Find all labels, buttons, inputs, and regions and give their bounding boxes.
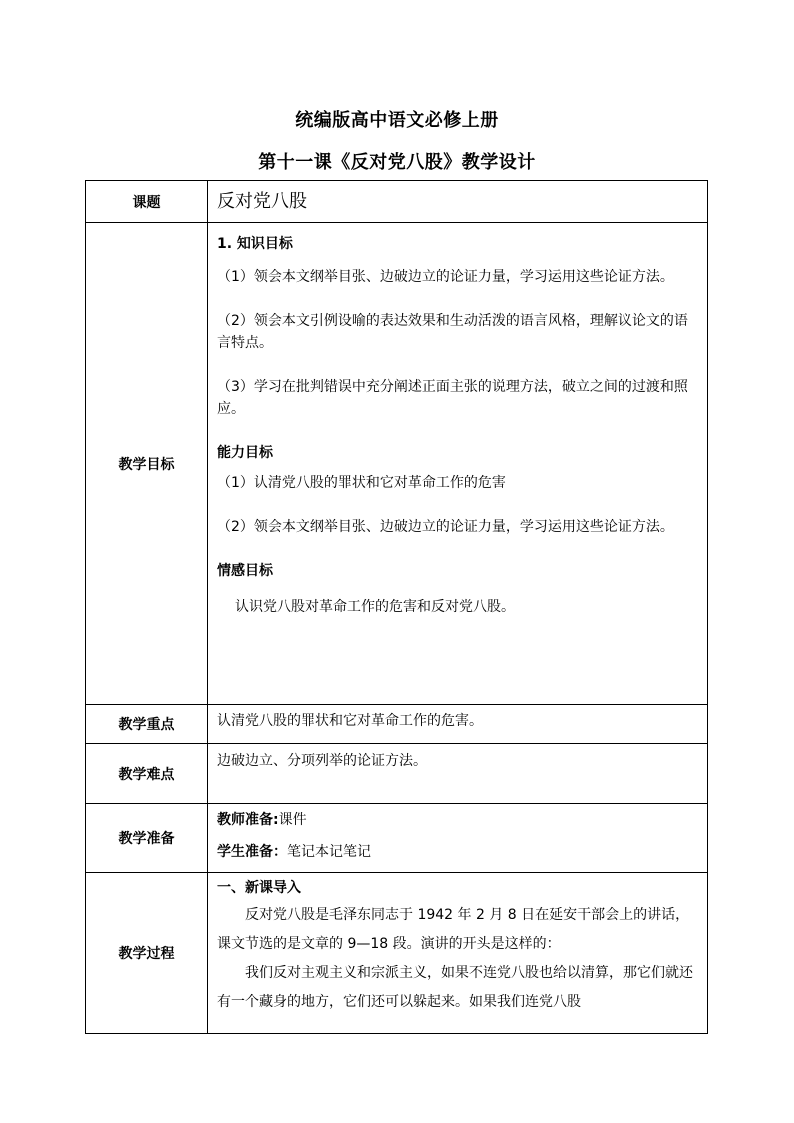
process-row — [86, 873, 708, 1034]
lesson-plan-table — [85, 180, 708, 1034]
key-point-value: 认清党八股的罪状和它对革命工作的危害。 — [208, 705, 708, 744]
topic-label: 课题 — [86, 181, 208, 223]
knowledge-heading: 1. 知识目标 — [217, 236, 293, 252]
topic-row — [86, 181, 708, 223]
goals-label: 教学目标 — [86, 223, 208, 705]
ability-item-2: （2）领会本文纲举目张、边破边立的论证力量，学习运用这些论证方法。 — [217, 519, 674, 535]
topic-value: 反对党八股 — [208, 181, 708, 223]
teacher-prep — [217, 809, 699, 831]
ability-heading: 能力目标 — [217, 445, 273, 461]
emotion-item-1: 认识党八股对革命工作的危害和反对党八股。 — [235, 599, 515, 615]
document-subtitle: 第十一课《反对党八股》教学设计 — [258, 152, 536, 173]
student-prep — [217, 841, 699, 863]
process-paragraph-1: 反对党八股是毛泽东同志于 1942 年 2 月 8 日在延安干部会上的讲话，课文节选的是文章的 9—18 段。演讲的开头是这样的： — [217, 907, 690, 952]
document-title: 统编版高中语文必修上册 — [295, 110, 499, 131]
process-paragraph-2: 我们反对主观主义和宗派主义，如果不连党八股也给以清算，那它们就还有一个藏身的地方，它们还可以躲起来。如果我们连党八股 — [217, 965, 693, 1010]
emotion-heading: 情感目标 — [217, 563, 273, 579]
knowledge-item-3: （3）学习在批判错误中充分阐述正面主张的说理方法，破立之间的过渡和照应。 — [217, 379, 688, 417]
teacher-prep-value: 课件 — [278, 812, 307, 828]
preparation-row — [86, 804, 708, 873]
key-point-label: 教学重点 — [86, 705, 208, 744]
process-label: 教学过程 — [86, 873, 208, 1034]
knowledge-item-1: （1）领会本文纲举目张、边破边立的论证力量，学习运用这些论证方法。 — [217, 269, 674, 285]
preparation-content — [208, 804, 708, 873]
goals-content — [208, 223, 708, 705]
knowledge-item-2: （2）领会本文引例设喻的表达效果和生动活泼的语言风格，理解议论文的语言特点。 — [217, 313, 688, 351]
ability-item-1: （1）认清党八股的罪状和它对革命工作的危害 — [217, 475, 506, 491]
preparation-label: 教学准备 — [86, 804, 208, 873]
student-prep-value: 笔记本记笔记 — [287, 844, 371, 860]
teacher-prep-label: 教师准备: — [217, 812, 279, 828]
difficulty-row — [86, 744, 708, 804]
difficulty-label: 教学难点 — [86, 744, 208, 804]
process-heading: 一、新课导入 — [217, 880, 301, 896]
process-content — [208, 873, 708, 1034]
key-point-row — [86, 705, 708, 744]
student-prep-label: 学生准备： — [217, 844, 287, 860]
goals-row — [86, 223, 708, 705]
difficulty-value: 边破边立、分项列举的论证方法。 — [208, 744, 708, 804]
